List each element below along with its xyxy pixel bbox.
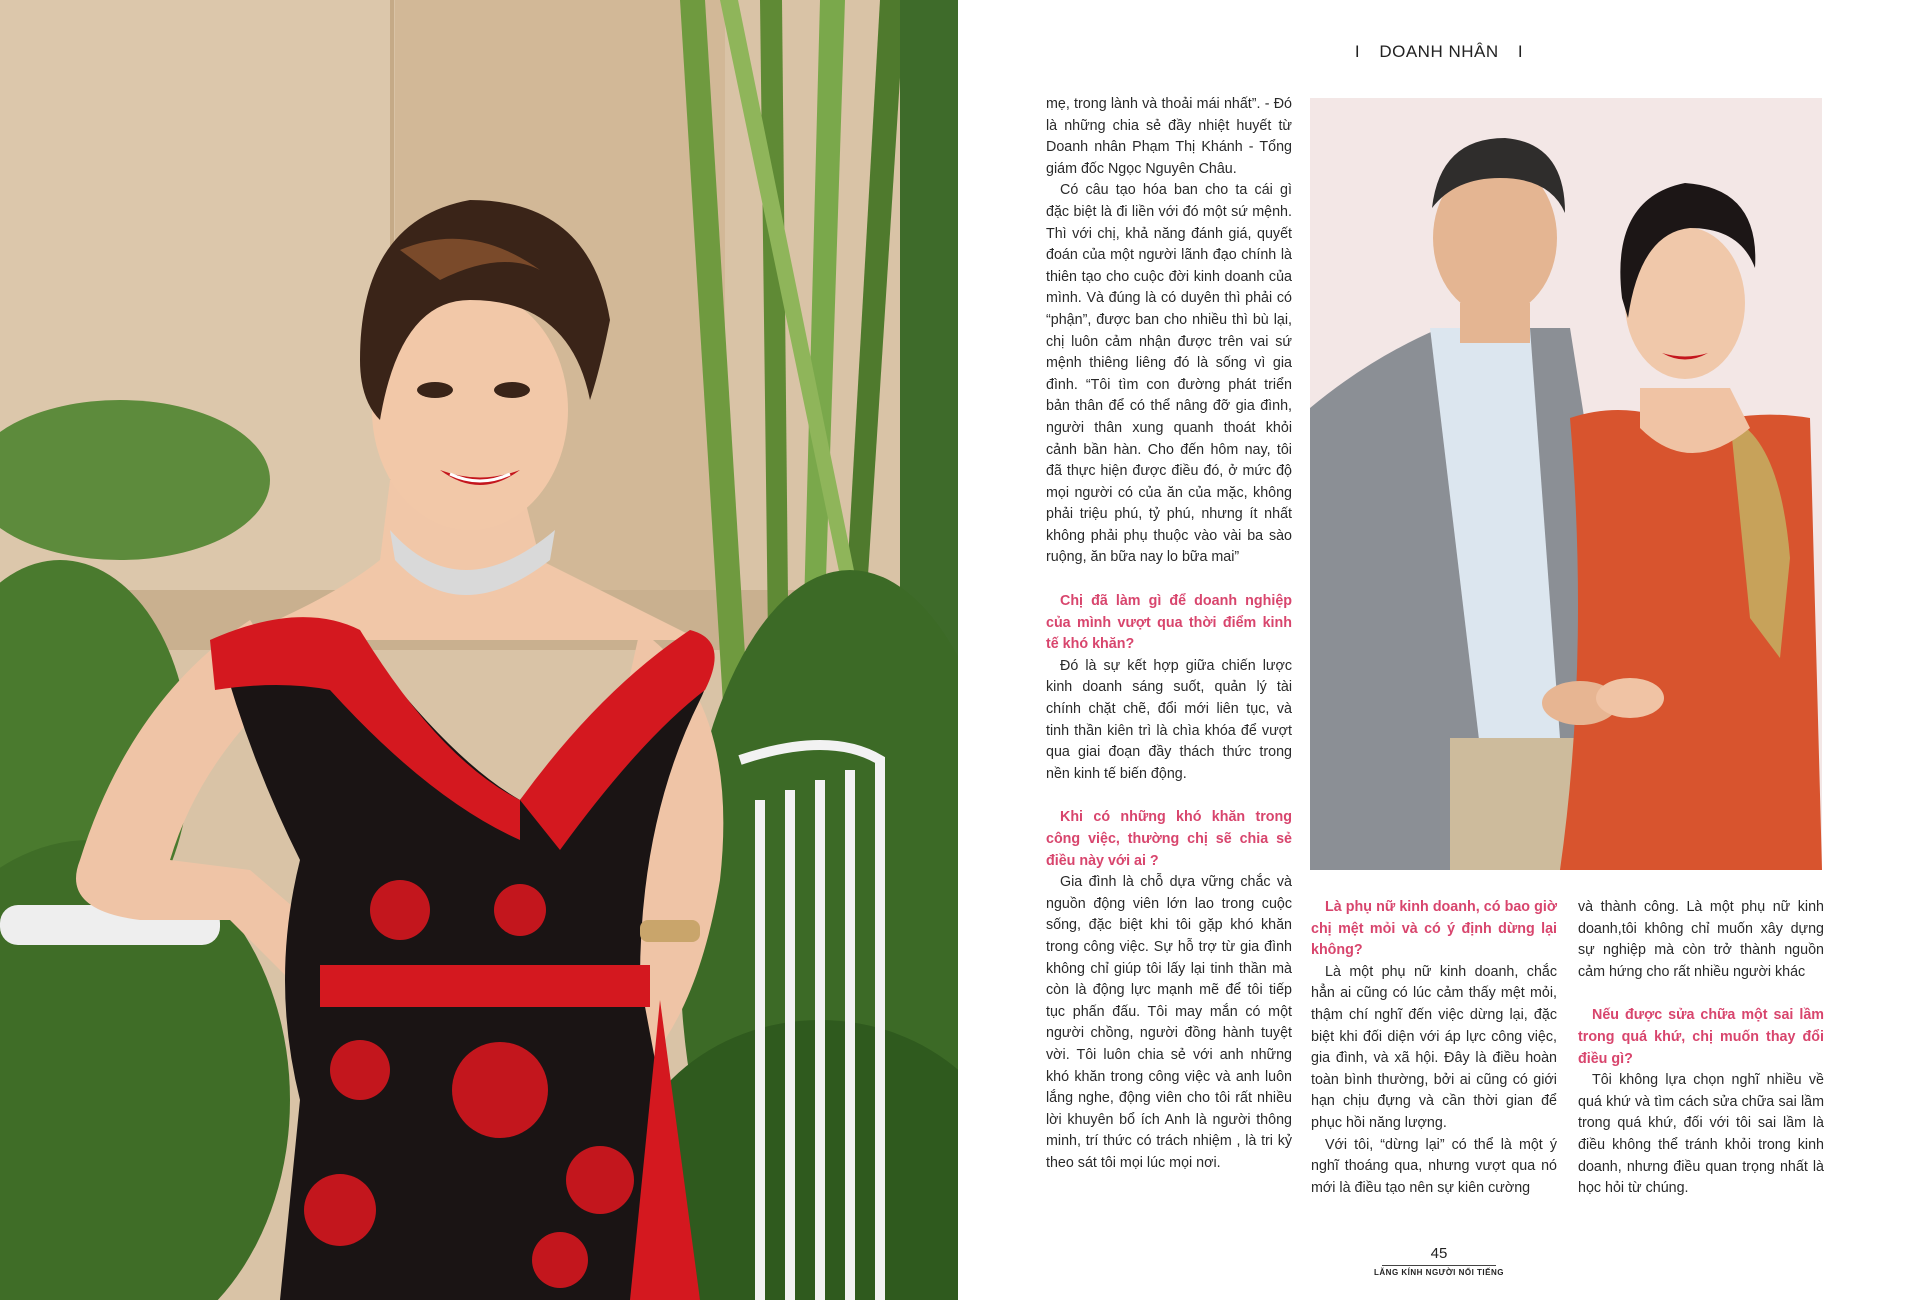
article-page [958,0,1920,1300]
article-column-2 [1311,897,1557,1199]
interview-answer: và thành công. Là một phụ nữ kinh doanh,tôi không chỉ muốn xây dựng sự nghiệp mà còn trở thành nguồn cảm hứng cho rất nhiều người khác [1578,899,1824,980]
interview-question: Là phụ nữ kinh doanh, có bao giờ chị mệt mỏi và có ý định dừng lại không? [1311,899,1557,959]
section-header [958,42,1920,62]
couple-photo [1310,98,1822,870]
interview-answer: Là một phụ nữ kinh doanh, chắc hẳn ai cũng có lúc cảm thấy mệt mỏi, thậm chí nghĩ đến việc dừng lại, đặc biệt khi đối diện với áp lực công việc, gia đình, và xã hội. Đây là điều hoàn toàn bình thường, bởi ai cũng có giới hạn chịu đựng và cần thời gian để phục hồi năng lượng. [1311,963,1557,1131]
header-divider-left: I [1354,42,1361,61]
interview-question: Chị đã làm gì để doanh nghiệp của mình vượt qua thời điểm kinh tế khó khăn? [1046,593,1292,653]
interview-answer: Với tôi, “dừng lại” có thể là một ý nghĩ thoáng qua, nhưng vượt qua nó mới là điều tạo nên sự kiên cường [1311,1136,1557,1196]
interview-answer: Gia đình là chỗ dựa vững chắc và nguồn động viên lớn lao trong cuộc sống, đặc biệt khi tôi gặp khó khăn trong công việc. Sự hỗ trợ từ gia đình không chỉ giúp tôi lấy lại tinh thần mà còn là động lực mạnh mẽ để tôi tiếp tục phấn đấu. Tôi may mắn có một người chồng, người đồng hành tuyệt vời. Tôi luôn chia sẻ với anh những khó khăn trong công việc và anh luôn lắng nghe, động viên cho tôi rất nhiều lời khuyên bổ ích Anh là người thông minh, trí thức có trách nhiệm , là tri kỷ theo sát tôi mọi lúc mọi nơi. [1046,874,1292,1171]
magazine-name: LĂNG KÍNH NGƯỜI NỔI TIẾNG [1374,1268,1504,1277]
section-title: DOANH NHÂN [1379,42,1499,61]
interview-question: Khi có những khó khăn trong công việc, thường chị sẽ chia sẻ điều này với ai ? [1046,809,1292,869]
header-divider-right: I [1517,42,1524,61]
interview-answer: Tôi không lựa chọn nghĩ nhiều về quá khứ và tìm cách sửa chữa sai lầm trong quá khứ, đối với tôi sai lầm là điều không thể tránh khỏi trong kinh doanh, nhưng điều quan trọng nhất là học hỏi từ chúng. [1578,1072,1824,1197]
interview-answer: Đó là sự kết hợp giữa chiến lược kinh doanh sáng suốt, quản lý tài chính chặt chẽ, đổi mới liên tục, và tinh thần kiên trì là chìa khóa để vượt qua giai đoạn đầy thách thức trong nền kinh tế biến động. [1046,657,1292,782]
article-column-3 [1578,897,1824,1200]
article-paragraph: mẹ, trong lành và thoải mái nhất”. - Đó là những chia sẻ đầy nhiệt huyết từ Doanh nhân Phạm Thị Khánh - Tổng giám đốc Ngọc Nguyên Châu. [1046,96,1292,177]
page-number: 45 [1430,1245,1448,1262]
article-paragraph: Có câu tạo hóa ban cho ta cái gì đặc biệt là đi liền với đó một sứ mệnh. Thì với chị, khả năng đánh giá, quyết đoán của một người lãnh đạo chính là thiên tạo cho cuộc đời kinh doanh của mình. Và đúng là có duyên thì phải có “phận”, được ban cho nhiều thì bù lại, chị luôn cảm nhận được trên vai sứ mệnh thiêng liêng đó là sống vì gia đình. “Tôi tìm con đường phát triển bản thân để có thể nâng đỡ gia đình, người thân xung quanh thoát khỏi cảnh bần hàn. Cho đến hôm nay, tôi đã thực hiện được điều đó, ở mức độ mọi người có của ăn của mặc, không phải triệu phú, tỷ phú, nhưng ít nhất không phải phụ thuộc vào vài ba sào ruộng, ăn bữa nay lo bữa mai” [1046,182,1292,566]
businesswoman-portrait-photo [0,0,958,1300]
interview-question: Nếu được sửa chữa một sai lầm trong quá khứ, chị muốn thay đổi điều gì? [1578,1007,1824,1067]
footer-divider [1382,1265,1496,1266]
article-column-1 [1046,94,1292,1175]
